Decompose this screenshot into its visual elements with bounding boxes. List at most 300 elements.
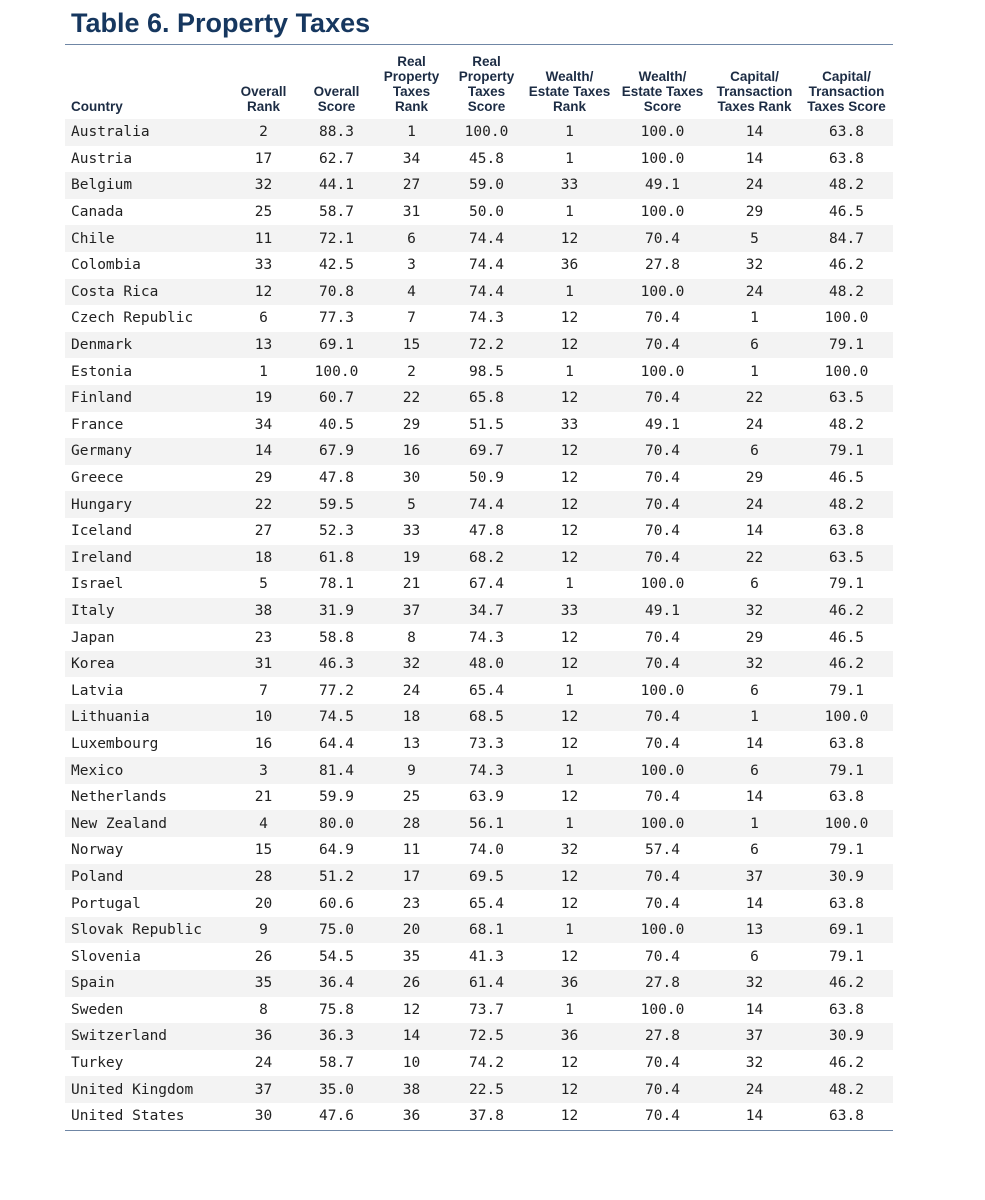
value-cell: 75.8 (300, 997, 373, 1024)
value-cell: 11 (373, 837, 450, 864)
value-cell: 48.2 (800, 491, 893, 518)
country-cell: Iceland (65, 518, 227, 545)
value-cell: 27.8 (616, 1023, 709, 1050)
value-cell: 46.2 (800, 1050, 893, 1077)
value-cell: 37 (227, 1076, 300, 1103)
value-cell: 25 (227, 199, 300, 226)
value-cell: 27.8 (616, 252, 709, 279)
value-cell: 24 (373, 677, 450, 704)
value-cell: 1 (523, 146, 616, 173)
value-cell: 59.9 (300, 784, 373, 811)
country-cell: Mexico (65, 757, 227, 784)
value-cell: 6 (709, 677, 800, 704)
table-row (65, 890, 893, 917)
table-row (65, 757, 893, 784)
value-cell: 41.3 (450, 943, 523, 970)
value-cell: 63.8 (800, 518, 893, 545)
value-cell: 74.3 (450, 624, 523, 651)
value-cell: 6 (709, 571, 800, 598)
country-cell: Luxembourg (65, 731, 227, 758)
value-cell: 48.2 (800, 1076, 893, 1103)
value-cell: 74.2 (450, 1050, 523, 1077)
country-cell: Netherlands (65, 784, 227, 811)
value-cell: 100.0 (616, 279, 709, 306)
value-cell: 14 (709, 1103, 800, 1130)
value-cell: 31 (227, 651, 300, 678)
value-cell: 63.8 (800, 890, 893, 917)
header-row (65, 45, 893, 119)
value-cell: 63.5 (800, 385, 893, 412)
value-cell: 74.4 (450, 491, 523, 518)
value-cell: 12 (523, 438, 616, 465)
value-cell: 10 (373, 1050, 450, 1077)
overall-rank-header: Overall Rank (240, 84, 287, 114)
value-cell: 42.5 (300, 252, 373, 279)
value-cell: 1 (523, 571, 616, 598)
value-cell: 36 (523, 970, 616, 997)
country-cell: Lithuania (65, 704, 227, 731)
value-cell: 70.4 (616, 943, 709, 970)
value-cell: 78.1 (300, 571, 373, 598)
value-cell: 100.0 (616, 119, 709, 146)
value-cell: 36.4 (300, 970, 373, 997)
country-cell: Colombia (65, 252, 227, 279)
value-cell: 33 (523, 412, 616, 439)
value-cell: 12 (523, 518, 616, 545)
country-cell: Canada (65, 199, 227, 226)
value-cell: 68.2 (450, 545, 523, 572)
value-cell: 27.8 (616, 970, 709, 997)
value-cell: 100.0 (800, 704, 893, 731)
country-cell: New Zealand (65, 810, 227, 837)
value-cell: 30.9 (800, 1023, 893, 1050)
value-cell: 12 (523, 704, 616, 731)
real-property-score-header: Real Property Taxes Score (458, 54, 515, 114)
table-row (65, 518, 893, 545)
value-cell: 24 (709, 491, 800, 518)
value-cell: 25 (373, 784, 450, 811)
value-cell: 7 (373, 305, 450, 332)
value-cell: 12 (523, 225, 616, 252)
value-cell: 63.8 (800, 146, 893, 173)
value-cell: 63.8 (800, 731, 893, 758)
value-cell: 32 (373, 651, 450, 678)
table-row (65, 784, 893, 811)
value-cell: 11 (227, 225, 300, 252)
table-row (65, 358, 893, 385)
value-cell: 73.3 (450, 731, 523, 758)
value-cell: 36 (227, 1023, 300, 1050)
value-cell: 4 (373, 279, 450, 306)
table-row (65, 810, 893, 837)
value-cell: 12 (523, 864, 616, 891)
table-row (65, 225, 893, 252)
value-cell: 36 (523, 252, 616, 279)
value-cell: 34 (227, 412, 300, 439)
value-cell: 52.3 (300, 518, 373, 545)
value-cell: 49.1 (616, 598, 709, 625)
value-cell: 69.5 (450, 864, 523, 891)
value-cell: 80.0 (300, 810, 373, 837)
country-cell: Turkey (65, 1050, 227, 1077)
value-cell: 100.0 (616, 199, 709, 226)
table-title: Table 6. Property Taxes (71, 8, 371, 38)
value-cell: 100.0 (616, 997, 709, 1024)
value-cell: 46.5 (800, 465, 893, 492)
country-cell: Israel (65, 571, 227, 598)
value-cell: 22 (709, 385, 800, 412)
country-cell: Slovenia (65, 943, 227, 970)
table-row (65, 598, 893, 625)
value-cell: 31 (373, 199, 450, 226)
table-row (65, 571, 893, 598)
value-cell: 70.4 (616, 385, 709, 412)
value-cell: 74.4 (450, 279, 523, 306)
value-cell: 12 (523, 332, 616, 359)
value-cell: 6 (709, 438, 800, 465)
value-cell: 1 (709, 358, 800, 385)
value-cell: 47.8 (450, 518, 523, 545)
value-cell: 6 (373, 225, 450, 252)
value-cell: 51.2 (300, 864, 373, 891)
value-cell: 72.5 (450, 1023, 523, 1050)
value-cell: 79.1 (800, 757, 893, 784)
value-cell: 31.9 (300, 598, 373, 625)
value-cell: 5 (227, 571, 300, 598)
value-cell: 30 (373, 465, 450, 492)
value-cell: 15 (373, 332, 450, 359)
value-cell: 13 (227, 332, 300, 359)
value-cell: 88.3 (300, 119, 373, 146)
value-cell: 21 (227, 784, 300, 811)
value-cell: 24 (227, 1050, 300, 1077)
value-cell: 32 (709, 598, 800, 625)
value-cell: 56.1 (450, 810, 523, 837)
value-cell: 37 (709, 864, 800, 891)
value-cell: 19 (373, 545, 450, 572)
value-cell: 79.1 (800, 438, 893, 465)
value-cell: 65.4 (450, 677, 523, 704)
table-row (65, 997, 893, 1024)
value-cell: 100.0 (616, 757, 709, 784)
value-cell: 100.0 (616, 358, 709, 385)
value-cell: 79.1 (800, 571, 893, 598)
table-row (65, 332, 893, 359)
value-cell: 35 (373, 943, 450, 970)
value-cell: 59.0 (450, 172, 523, 199)
value-cell: 20 (373, 917, 450, 944)
value-cell: 100.0 (300, 358, 373, 385)
value-cell: 49.1 (616, 412, 709, 439)
wealth-estate-rank-header: Wealth/ Estate Taxes Rank (528, 69, 611, 114)
country-cell: France (65, 412, 227, 439)
value-cell: 14 (227, 438, 300, 465)
value-cell: 36.3 (300, 1023, 373, 1050)
value-cell: 37 (709, 1023, 800, 1050)
value-cell: 46.5 (800, 624, 893, 651)
table-row (65, 385, 893, 412)
value-cell: 1 (523, 917, 616, 944)
value-cell: 14 (709, 997, 800, 1024)
table-row (65, 917, 893, 944)
value-cell: 70.4 (616, 704, 709, 731)
value-cell: 69.1 (800, 917, 893, 944)
bottom-rule (65, 1130, 893, 1131)
value-cell: 14 (709, 518, 800, 545)
value-cell: 49.1 (616, 172, 709, 199)
value-cell: 100.0 (616, 810, 709, 837)
value-cell: 1 (523, 997, 616, 1024)
value-cell: 98.5 (450, 358, 523, 385)
value-cell: 6 (709, 837, 800, 864)
value-cell: 65.4 (450, 890, 523, 917)
value-cell: 34.7 (450, 598, 523, 625)
value-cell: 1 (709, 305, 800, 332)
value-cell: 22 (373, 385, 450, 412)
value-cell: 79.1 (800, 332, 893, 359)
value-cell: 63.8 (800, 1103, 893, 1130)
value-cell: 79.1 (800, 837, 893, 864)
value-cell: 81.4 (300, 757, 373, 784)
country-cell: Austria (65, 146, 227, 173)
value-cell: 70.4 (616, 465, 709, 492)
value-cell: 46.2 (800, 598, 893, 625)
table-row (65, 837, 893, 864)
value-cell: 79.1 (800, 943, 893, 970)
value-cell: 24 (709, 279, 800, 306)
table-row (65, 677, 893, 704)
value-cell: 64.4 (300, 731, 373, 758)
value-cell: 6 (709, 943, 800, 970)
value-cell: 29 (709, 199, 800, 226)
capital-transaction-score-header: Capital/ Transaction Taxes Score (807, 69, 886, 114)
value-cell: 16 (227, 731, 300, 758)
country-cell: Korea (65, 651, 227, 678)
value-cell: 77.3 (300, 305, 373, 332)
value-cell: 38 (227, 598, 300, 625)
country-cell: Australia (65, 119, 227, 146)
value-cell: 36 (523, 1023, 616, 1050)
value-cell: 69.7 (450, 438, 523, 465)
value-cell: 74.0 (450, 837, 523, 864)
value-cell: 75.0 (300, 917, 373, 944)
value-cell: 69.1 (300, 332, 373, 359)
value-cell: 6 (709, 757, 800, 784)
value-cell: 70.4 (616, 305, 709, 332)
country-cell: Norway (65, 837, 227, 864)
value-cell: 5 (373, 491, 450, 518)
value-cell: 13 (373, 731, 450, 758)
value-cell: 1 (709, 810, 800, 837)
value-cell: 84.7 (800, 225, 893, 252)
value-cell: 63.5 (800, 545, 893, 572)
value-cell: 70.4 (616, 332, 709, 359)
value-cell: 27 (373, 172, 450, 199)
table-row (65, 1103, 893, 1130)
value-cell: 79.1 (800, 677, 893, 704)
value-cell: 14 (373, 1023, 450, 1050)
value-cell: 30 (227, 1103, 300, 1130)
value-cell: 44.1 (300, 172, 373, 199)
value-cell: 48.2 (800, 412, 893, 439)
value-cell: 70.4 (616, 518, 709, 545)
value-cell: 70.4 (616, 225, 709, 252)
value-cell: 37.8 (450, 1103, 523, 1130)
value-cell: 26 (373, 970, 450, 997)
value-cell: 12 (523, 385, 616, 412)
value-cell: 20 (227, 890, 300, 917)
value-cell: 6 (227, 305, 300, 332)
value-cell: 1 (523, 757, 616, 784)
value-cell: 35 (227, 970, 300, 997)
value-cell: 22 (227, 491, 300, 518)
value-cell: 9 (227, 917, 300, 944)
value-cell: 14 (709, 731, 800, 758)
value-cell: 63.8 (800, 119, 893, 146)
value-cell: 74.5 (300, 704, 373, 731)
table-row (65, 172, 893, 199)
value-cell: 8 (373, 624, 450, 651)
capital-transaction-rank-header: Capital/ Transaction Taxes Rank (716, 69, 793, 114)
value-cell: 70.4 (616, 890, 709, 917)
value-cell: 70.4 (616, 545, 709, 572)
overall-score-header: Overall Score (313, 84, 360, 114)
value-cell: 70.4 (616, 624, 709, 651)
value-cell: 74.3 (450, 757, 523, 784)
value-cell: 17 (227, 146, 300, 173)
value-cell: 30.9 (800, 864, 893, 891)
value-cell: 100.0 (616, 571, 709, 598)
value-cell: 33 (523, 598, 616, 625)
value-cell: 72.2 (450, 332, 523, 359)
value-cell: 7 (227, 677, 300, 704)
value-cell: 1 (227, 358, 300, 385)
property-taxes-table (65, 45, 893, 1130)
value-cell: 67.4 (450, 571, 523, 598)
value-cell: 50.9 (450, 465, 523, 492)
value-cell: 45.8 (450, 146, 523, 173)
value-cell: 23 (227, 624, 300, 651)
country-cell: Spain (65, 970, 227, 997)
value-cell: 1 (709, 704, 800, 731)
value-cell: 74.3 (450, 305, 523, 332)
value-cell: 1 (523, 279, 616, 306)
country-cell: Switzerland (65, 1023, 227, 1050)
value-cell: 29 (373, 412, 450, 439)
value-cell: 12 (523, 465, 616, 492)
value-cell: 12 (523, 943, 616, 970)
table-row (65, 119, 893, 146)
value-cell: 33 (523, 172, 616, 199)
value-cell: 27 (227, 518, 300, 545)
table-row (65, 943, 893, 970)
value-cell: 12 (227, 279, 300, 306)
value-cell: 46.3 (300, 651, 373, 678)
value-cell: 23 (373, 890, 450, 917)
country-cell: Greece (65, 465, 227, 492)
value-cell: 14 (709, 784, 800, 811)
value-cell: 28 (373, 810, 450, 837)
value-cell: 63.8 (800, 784, 893, 811)
value-cell: 73.7 (450, 997, 523, 1024)
value-cell: 70.4 (616, 864, 709, 891)
country-cell: Italy (65, 598, 227, 625)
value-cell: 74.4 (450, 252, 523, 279)
table-row (65, 1050, 893, 1077)
table-row (65, 491, 893, 518)
value-cell: 100.0 (616, 677, 709, 704)
value-cell: 47.8 (300, 465, 373, 492)
value-cell: 46.5 (800, 199, 893, 226)
value-cell: 72.1 (300, 225, 373, 252)
value-cell: 21 (373, 571, 450, 598)
value-cell: 12 (523, 1076, 616, 1103)
value-cell: 32 (709, 970, 800, 997)
value-cell: 5 (709, 225, 800, 252)
table-row (65, 146, 893, 173)
value-cell: 4 (227, 810, 300, 837)
value-cell: 70.4 (616, 651, 709, 678)
value-cell: 24 (709, 412, 800, 439)
value-cell: 15 (227, 837, 300, 864)
country-cell: Poland (65, 864, 227, 891)
value-cell: 29 (227, 465, 300, 492)
country-cell: Slovak Republic (65, 917, 227, 944)
country-cell: Germany (65, 438, 227, 465)
value-cell: 70.4 (616, 491, 709, 518)
table-header (65, 45, 893, 119)
value-cell: 33 (373, 518, 450, 545)
value-cell: 63.8 (800, 997, 893, 1024)
value-cell: 48.2 (800, 279, 893, 306)
country-cell: Estonia (65, 358, 227, 385)
country-cell: Ireland (65, 545, 227, 572)
value-cell: 12 (523, 1050, 616, 1077)
table-row (65, 651, 893, 678)
value-cell: 70.4 (616, 438, 709, 465)
value-cell: 2 (227, 119, 300, 146)
value-cell: 74.4 (450, 225, 523, 252)
value-cell: 1 (523, 677, 616, 704)
table-row (65, 252, 893, 279)
value-cell: 46.2 (800, 970, 893, 997)
table-row (65, 731, 893, 758)
value-cell: 33 (227, 252, 300, 279)
value-cell: 100.0 (800, 358, 893, 385)
value-cell: 50.0 (450, 199, 523, 226)
value-cell: 62.7 (300, 146, 373, 173)
value-cell: 58.7 (300, 1050, 373, 1077)
value-cell: 12 (523, 731, 616, 758)
value-cell: 100.0 (800, 305, 893, 332)
value-cell: 22.5 (450, 1076, 523, 1103)
value-cell: 12 (523, 1103, 616, 1130)
table-row (65, 412, 893, 439)
value-cell: 1 (523, 199, 616, 226)
value-cell: 51.5 (450, 412, 523, 439)
value-cell: 58.7 (300, 199, 373, 226)
value-cell: 1 (373, 119, 450, 146)
value-cell: 40.5 (300, 412, 373, 439)
value-cell: 61.4 (450, 970, 523, 997)
value-cell: 57.4 (616, 837, 709, 864)
value-cell: 28 (227, 864, 300, 891)
value-cell: 8 (227, 997, 300, 1024)
value-cell: 19 (227, 385, 300, 412)
value-cell: 64.9 (300, 837, 373, 864)
value-cell: 61.8 (300, 545, 373, 572)
value-cell: 17 (373, 864, 450, 891)
